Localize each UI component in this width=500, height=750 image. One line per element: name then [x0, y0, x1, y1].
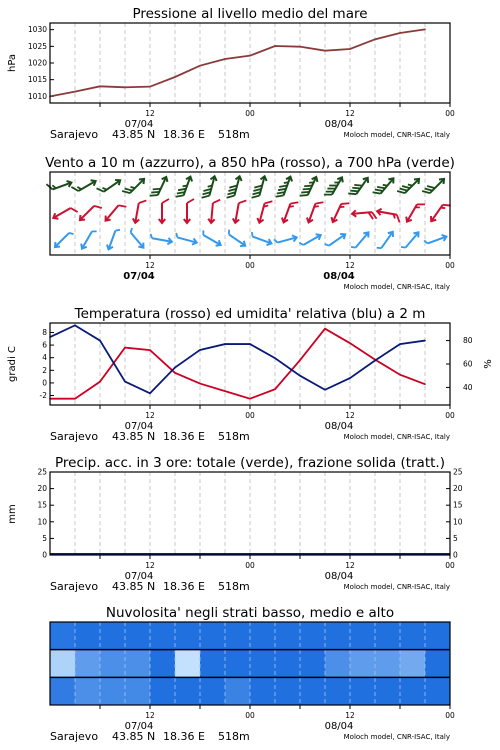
cloud-cell-alto — [125, 622, 150, 650]
pressure-line — [50, 29, 425, 96]
cloud-cell-alto — [425, 622, 450, 650]
wind-barb-850hpa — [132, 199, 146, 224]
date-label: 08/04 — [324, 571, 354, 582]
date-label: 07/04 — [124, 571, 154, 582]
location-lat: 43.85 N — [112, 730, 156, 743]
date-label: 08/04 — [323, 271, 355, 282]
y-tick-label-right: 10 — [453, 517, 463, 527]
x-tick-label: 12 — [145, 261, 155, 270]
barb-feather — [176, 193, 184, 199]
barb-shaft — [329, 234, 345, 245]
cloud-cell-alto — [300, 622, 325, 650]
cloud-cell-basso — [150, 677, 175, 705]
y-tick-label-right: 25 — [453, 467, 463, 477]
barb-half-feather — [351, 245, 356, 249]
wind-barb-850hpa — [404, 199, 425, 225]
wind-barb-850hpa — [306, 199, 324, 225]
barb-half-feather — [69, 231, 73, 235]
model-credit: Moloch model, CNR-ISAC, Italy — [343, 131, 450, 139]
temperature-point — [424, 383, 426, 385]
wind-barb-700hpa — [71, 175, 97, 196]
wind-barb-850hpa — [208, 199, 220, 224]
location-lat: 43.85 N — [112, 580, 156, 593]
temperature-point — [324, 328, 326, 330]
cloud-cell-basso — [200, 677, 225, 705]
temperature-point — [149, 349, 151, 351]
barb-half-feather — [227, 230, 231, 235]
wind-barb-10m — [149, 234, 172, 245]
y-tick-label: 1020 — [27, 58, 47, 68]
humidity-point — [349, 377, 351, 379]
y-tick-label: 2 — [42, 365, 47, 375]
location-elev: 518m — [218, 430, 250, 443]
barb-half-feather — [377, 246, 382, 250]
y-axis-label: gradi C — [7, 346, 18, 382]
x-tick-label: 12 — [345, 109, 355, 118]
y-tick-label-right: 0 — [453, 550, 458, 560]
temperature-point — [224, 390, 226, 392]
barb-shaft — [106, 205, 119, 220]
cloud-cell-basso — [300, 677, 325, 705]
wind-barb-700hpa — [276, 174, 294, 200]
location-name: Sarajevo — [50, 128, 99, 141]
y-tick-label: 20 — [37, 484, 47, 494]
x-tick-label: 12 — [145, 561, 155, 570]
cloud-cell-alto — [250, 622, 275, 650]
cloud-cell-alto — [75, 622, 100, 650]
y-tick-label-right: 20 — [453, 484, 463, 494]
temperature-line — [50, 329, 425, 399]
barb-shaft — [229, 234, 245, 245]
barb-shaft — [406, 232, 419, 247]
humidity-point — [424, 340, 426, 342]
humidity-point — [374, 360, 376, 362]
humidity-point — [199, 349, 201, 351]
cloud-cell-alto — [350, 622, 375, 650]
pressure-point — [174, 76, 176, 78]
wind-barb-700hpa — [300, 174, 319, 200]
x-tick-label: 12 — [345, 261, 355, 270]
cloud-cell-basso — [225, 677, 250, 705]
pressure-point — [99, 86, 101, 88]
model-credit: Moloch model, CNR-ISAC, Italy — [343, 733, 450, 741]
humidity-point — [124, 381, 126, 383]
y-tick-label: 15 — [37, 500, 47, 510]
barb-feather — [341, 200, 349, 207]
chart-title: Nuvolosita' negli strati basso, medio e alto — [105, 605, 395, 621]
temperature-point — [249, 398, 251, 400]
wind-barb-10m — [249, 232, 272, 246]
temperature-point — [274, 388, 276, 390]
clouds-panel — [50, 605, 455, 743]
chart-title: Pressione al livello medio del mare — [132, 6, 368, 22]
x-tick-label: 12 — [145, 411, 155, 420]
wind-barb-850hpa — [103, 200, 126, 225]
barb-shaft — [203, 235, 220, 245]
barb-half-feather — [201, 230, 205, 235]
wind-barb-10m — [299, 232, 322, 249]
cloud-cell-medio — [350, 650, 375, 678]
cloud-cell-alto — [150, 622, 175, 650]
y-tick-label: 8 — [42, 327, 47, 337]
y-axis-label: hPa — [7, 53, 18, 73]
chart-title: Vento a 10 m (azzurro), a 850 hPa (rosso), a 700 hPa (verde) — [45, 155, 455, 171]
location-lat: 43.85 N — [112, 430, 156, 443]
precip-panel — [7, 455, 463, 593]
model-credit: Moloch model, CNR-ISAC, Italy — [343, 433, 450, 441]
cloud-cell-medio — [300, 650, 325, 678]
location-name: Sarajevo — [50, 430, 99, 443]
cloud-cell-medio — [100, 650, 125, 678]
wind-barb-850hpa — [52, 203, 78, 224]
wind-barb-700hpa — [397, 174, 421, 198]
pressure-point — [299, 46, 301, 48]
barb-shaft — [381, 232, 392, 248]
wind-barb-10m — [53, 229, 74, 250]
wind-barb-10m — [274, 234, 297, 247]
wind-barb-10m — [424, 233, 447, 247]
cloud-cell-alto — [200, 622, 225, 650]
barb-half-feather — [92, 229, 97, 233]
barb-feather — [276, 193, 284, 199]
humidity-point — [99, 340, 101, 342]
chart-title: Temperatura (rosso) ed umidita' relativa (blu) a 2 m — [74, 306, 426, 322]
cloud-cell-medio — [150, 650, 175, 678]
wind-barb-850hpa — [376, 208, 401, 222]
barb-shaft — [303, 235, 320, 245]
cloud-cell-medio — [225, 650, 250, 678]
pressure-point — [374, 39, 376, 41]
y-tick-label: 0 — [42, 550, 47, 560]
wind-barb-10m — [106, 227, 120, 250]
cloud-cell-medio — [50, 650, 75, 678]
humidity-point — [399, 343, 401, 345]
y-tick-label: 1015 — [27, 75, 47, 85]
pressure-point — [399, 32, 401, 34]
location-lon: 18.36 E — [163, 430, 205, 443]
x-tick-label: 00 — [245, 711, 255, 720]
barb-feather — [139, 199, 147, 204]
x-tick-label: 00 — [445, 561, 455, 570]
location-elev: 518m — [218, 128, 250, 141]
x-tick-label: 00 — [445, 109, 455, 118]
cloud-cell-basso — [350, 677, 375, 705]
barb-feather — [94, 203, 102, 211]
wind-barb-850hpa — [78, 201, 102, 225]
wind-barb-850hpa — [330, 199, 349, 225]
plot-frame — [50, 323, 450, 405]
wind-barb-850hpa — [429, 200, 451, 226]
date-label: 08/04 — [324, 721, 354, 732]
model-credit: Moloch model, CNR-ISAC, Italy — [343, 583, 450, 591]
barb-feather — [162, 199, 169, 203]
barb-feather — [213, 199, 220, 204]
model-credit: Moloch model, CNR-ISAC, Italy — [343, 283, 450, 291]
wind-barb-700hpa — [122, 174, 146, 198]
barb-half-feather — [401, 245, 406, 249]
wind-barb-850hpa — [184, 199, 194, 223]
x-tick-label: 00 — [445, 411, 455, 420]
wind-barb-850hpa — [159, 199, 169, 223]
y-tick-label-right: 60 — [463, 359, 473, 369]
wind-barb-850hpa — [232, 199, 246, 224]
cloud-cell-alto — [175, 622, 200, 650]
y-tick-label: 25 — [37, 467, 47, 477]
barb-half-feather — [175, 233, 178, 237]
cloud-cell-basso — [100, 677, 125, 705]
temperature-point — [349, 342, 351, 344]
pressure-point — [149, 86, 151, 88]
wind-barb-10m — [200, 230, 223, 247]
wind-barb-10m — [351, 230, 371, 252]
temperature-point — [174, 372, 176, 374]
humidity-point — [249, 343, 251, 345]
cloud-cell-basso — [75, 677, 100, 705]
humidity-point — [324, 389, 326, 391]
location-elev: 518m — [218, 580, 250, 593]
cloud-cell-basso — [250, 677, 275, 705]
x-tick-label: 12 — [345, 411, 355, 420]
cloud-cell-basso — [400, 677, 425, 705]
x-tick-label: 00 — [445, 711, 455, 720]
pressure-point — [74, 91, 76, 93]
humidity-point — [224, 343, 226, 345]
temperature-panel — [7, 306, 494, 443]
y-tick-label: 1025 — [27, 41, 47, 51]
barb-feather — [315, 200, 323, 206]
pressure-panel — [7, 6, 455, 141]
pressure-point — [199, 65, 201, 67]
y-tick-label: 1030 — [27, 25, 47, 35]
y-axis-label: mm — [7, 504, 18, 524]
wind-barb-700hpa — [373, 174, 396, 199]
cloud-cell-medio — [325, 650, 350, 678]
y-tick-label-right: 5 — [453, 533, 458, 543]
x-tick-label: 00 — [245, 261, 255, 270]
humidity-point — [174, 367, 176, 369]
wind-barb-700hpa — [324, 174, 345, 200]
date-label: 07/04 — [124, 721, 154, 732]
temperature-point — [199, 383, 201, 385]
barb-shaft — [53, 208, 70, 218]
wind-barb-700hpa — [202, 175, 218, 201]
temperature-point — [299, 359, 301, 361]
barb-shaft — [82, 231, 92, 248]
y-tick-label: -2 — [39, 391, 47, 401]
cloud-cell-alto — [100, 622, 125, 650]
location-lon: 18.36 E — [163, 730, 205, 743]
location-elev: 518m — [218, 730, 250, 743]
cloud-cell-medio — [425, 650, 450, 678]
cloud-cell-medio — [175, 650, 200, 678]
cloud-cell-basso — [50, 677, 75, 705]
date-label: 07/04 — [124, 421, 154, 432]
cloud-cell-medio — [400, 650, 425, 678]
y-tick-label: 5 — [42, 533, 47, 543]
location-lon: 18.36 E — [163, 128, 205, 141]
date-label: 08/04 — [324, 421, 354, 432]
barb-shaft — [80, 206, 94, 220]
wind-barb-700hpa — [176, 174, 194, 200]
date-label: 07/04 — [124, 119, 154, 130]
barb-shaft — [356, 232, 369, 247]
cloud-cell-alto — [325, 622, 350, 650]
cloud-cell-alto — [375, 622, 400, 650]
cloud-cell-alto — [50, 622, 75, 650]
cloud-cell-alto — [275, 622, 300, 650]
location-lon: 18.36 E — [163, 580, 205, 593]
barb-shaft — [55, 233, 69, 247]
date-label: 08/04 — [324, 119, 354, 130]
x-tick-label: 00 — [445, 261, 455, 270]
cloud-cell-medio — [250, 650, 275, 678]
cloud-cell-basso — [325, 677, 350, 705]
x-tick-label: 00 — [245, 411, 255, 420]
location-name: Sarajevo — [50, 730, 99, 743]
temperature-point — [399, 374, 401, 376]
barb-feather — [239, 199, 247, 204]
wind-barb-700hpa — [252, 175, 268, 201]
barb-half-feather — [325, 242, 329, 247]
wind-barb-700hpa — [227, 175, 243, 201]
humidity-point — [149, 392, 151, 394]
barb-half-feather — [129, 228, 134, 232]
temperature-point — [74, 398, 76, 400]
location-name: Sarajevo — [50, 580, 99, 593]
barb-feather — [71, 206, 78, 214]
y-tick-label-right: 80 — [463, 336, 473, 346]
wind-barb-10m — [225, 230, 247, 249]
y-tick-label: 4 — [42, 353, 47, 363]
y-axis-label-right: % — [483, 359, 494, 369]
barb-shaft — [131, 232, 144, 247]
barb-feather — [265, 199, 273, 205]
x-tick-label: 12 — [345, 561, 355, 570]
cloud-cell-alto — [225, 622, 250, 650]
humidity-point — [299, 375, 301, 377]
wind-barb-10m — [127, 228, 147, 250]
chart-title: Precip. acc. in 3 ore: totale (verde), frazione solida (tratt.) — [55, 455, 445, 471]
cloud-cell-basso — [375, 677, 400, 705]
pressure-point — [324, 50, 326, 52]
cloud-cell-medio — [200, 650, 225, 678]
humidity-point — [274, 357, 276, 359]
x-tick-label: 00 — [245, 561, 255, 570]
cloud-cell-basso — [425, 677, 450, 705]
wind-barb-10m — [174, 233, 197, 246]
x-tick-label: 12 — [345, 711, 355, 720]
pressure-point — [249, 55, 251, 57]
wind-barb-700hpa — [150, 174, 169, 200]
humidity-line — [50, 325, 425, 393]
barb-feather — [290, 200, 298, 206]
y-tick-label: 10 — [37, 517, 47, 527]
y-tick-label: 0 — [42, 378, 47, 388]
wind-barb-700hpa — [348, 174, 370, 200]
pressure-point — [424, 29, 426, 31]
cloud-cell-medio — [75, 650, 100, 678]
cloud-cell-alto — [400, 622, 425, 650]
wind-barb-850hpa — [281, 199, 299, 225]
x-tick-label: 12 — [145, 109, 155, 118]
cloud-cell-medio — [125, 650, 150, 678]
y-tick-label: 6 — [42, 340, 47, 350]
y-tick-label-right: 40 — [463, 382, 473, 392]
pressure-point — [349, 48, 351, 50]
barb-feather — [187, 199, 194, 203]
cloud-cell-medio — [275, 650, 300, 678]
cloud-cell-medio — [375, 650, 400, 678]
wind-barb-10m — [79, 228, 96, 251]
pressure-point — [274, 45, 276, 47]
humidity-point — [74, 325, 76, 327]
wind-barb-10m — [377, 230, 396, 252]
x-tick-label: 00 — [245, 109, 255, 118]
y-tick-label-right: 15 — [453, 500, 463, 510]
wind-barb-10m — [401, 230, 421, 252]
wind-panel — [45, 155, 455, 291]
wind-barb-10m — [325, 231, 347, 250]
wind-barb-850hpa — [256, 199, 272, 225]
y-tick-label: 1010 — [27, 91, 47, 101]
date-label: 07/04 — [123, 271, 155, 282]
cloud-cell-basso — [275, 677, 300, 705]
wind-barb-850hpa — [352, 209, 377, 221]
cloud-cell-basso — [175, 677, 200, 705]
barb-half-feather — [274, 239, 277, 243]
pressure-point — [124, 87, 126, 89]
x-tick-label: 12 — [145, 711, 155, 720]
cloud-cell-basso — [125, 677, 150, 705]
location-lat: 43.85 N — [112, 128, 156, 141]
temperature-point — [99, 381, 101, 383]
temperature-point — [124, 347, 126, 349]
pressure-point — [224, 58, 226, 60]
wind-barb-700hpa — [422, 174, 446, 198]
